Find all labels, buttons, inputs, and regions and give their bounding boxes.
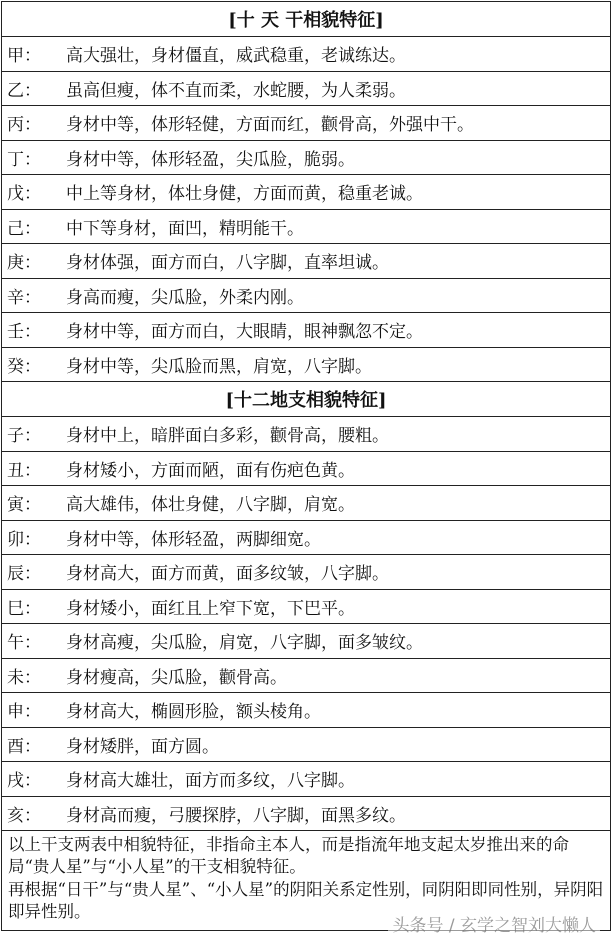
table-cell — [2, 417, 611, 452]
table-body — [2, 2, 611, 931]
table-row — [2, 244, 611, 279]
document — [1, 1, 611, 931]
table-row — [2, 209, 611, 244]
row-key: 酉： — [7, 736, 41, 757]
row-description: 身材体强，面方而白，八字脚，直率坦诚。 — [66, 253, 389, 274]
row-key: 子： — [7, 426, 41, 447]
row-key: 戌： — [7, 771, 41, 792]
row-description: 身材矮小，面红且上窄下宽，下巴平。 — [66, 598, 355, 619]
table-cell — [2, 347, 611, 382]
table-cell — [2, 658, 611, 693]
table-row — [2, 106, 611, 141]
row-description: 中下等身材，面凹，精明能干。 — [66, 218, 304, 239]
tiangan-header-row — [2, 2, 611, 37]
watermark: 头条号 / 玄学之智刘大懒人 — [388, 911, 600, 936]
row-key: 午： — [7, 633, 41, 654]
table-cell — [2, 71, 611, 106]
table-row — [2, 175, 611, 210]
tiangan-title: [十 天 干相貌特征] — [2, 2, 611, 37]
table-row — [2, 71, 611, 106]
table-cell — [2, 555, 611, 590]
row-description: 身材高大雄壮，面方而多纹，八字脚。 — [66, 771, 355, 792]
row-description: 身材矮小，方面而陋，面有伤疤色黄。 — [66, 460, 355, 481]
features-table — [1, 1, 611, 931]
table-cell — [2, 693, 611, 728]
row-description: 高大雄伟，体壮身健，八字脚，肩宽。 — [66, 495, 355, 516]
row-key: 庚： — [7, 253, 41, 274]
row-key: 甲： — [7, 46, 41, 67]
table-cell — [2, 175, 611, 210]
row-key: 亥： — [7, 805, 41, 826]
row-key: 卯： — [7, 529, 41, 550]
table-cell — [2, 589, 611, 624]
table-cell — [2, 244, 611, 279]
row-key: 丁： — [7, 149, 41, 170]
table-row — [2, 589, 611, 624]
table-cell — [2, 486, 611, 521]
row-description: 高大强壮，身材僵直，威武稳重，老诚练达。 — [66, 46, 406, 67]
table-cell — [2, 209, 611, 244]
table-row — [2, 417, 611, 452]
row-key: 己： — [7, 218, 41, 239]
table-row — [2, 658, 611, 693]
row-description: 身材高瘦，尖瓜脸，肩宽，八字脚，面多皱纹。 — [66, 633, 423, 654]
table-cell — [2, 140, 611, 175]
table-row — [2, 278, 611, 313]
dizhi-title: [十二地支相貌特征] — [2, 382, 611, 417]
row-key: 癸： — [7, 356, 41, 377]
table-row — [2, 762, 611, 797]
table-cell — [2, 37, 611, 72]
table-cell — [2, 762, 611, 797]
row-description: 身材中等，体形轻盈，尖瓜脸，脆弱。 — [66, 149, 355, 170]
row-key: 丑： — [7, 460, 41, 481]
table-cell — [2, 278, 611, 313]
row-description: 身材高大，面方而黄，面多纹皱，八字脚。 — [66, 564, 389, 585]
row-key: 巳： — [7, 598, 41, 619]
row-key: 壬： — [7, 322, 41, 343]
row-description: 虽高但瘦，体不直而柔，水蛇腰，为人柔弱。 — [66, 80, 406, 101]
row-key: 寅： — [7, 495, 41, 516]
table-row — [2, 313, 611, 348]
table-row — [2, 37, 611, 72]
table-row — [2, 624, 611, 659]
row-key: 辰： — [7, 564, 41, 585]
table-row — [2, 486, 611, 521]
row-description: 身材瘦高，尖瓜脸，颧骨高。 — [66, 667, 287, 688]
row-description: 身材中等，面方而白，大眼睛，眼神飘忽不定。 — [66, 322, 423, 343]
dizhi-header-row — [2, 382, 611, 417]
table-cell — [2, 624, 611, 659]
note-paragraph: 以上干支两表中相貌特征，非指命主本人，而是指流年地支起太岁推出来的命局“贵人星”与“小人星”的干支相貌特征。 — [8, 835, 569, 877]
table-cell — [2, 313, 611, 348]
table-cell — [2, 520, 611, 555]
note-paragraph: 再根据“日干”与“贵人星”、“小人星”的阴阳关系定性别，同阴阳即同性别，异阴阳即异性别。 — [8, 879, 604, 921]
table-cell — [2, 727, 611, 762]
table-row — [2, 347, 611, 382]
row-key: 未： — [7, 667, 41, 688]
row-key: 申： — [7, 702, 41, 723]
table-cell — [2, 451, 611, 486]
row-description: 身材高大，椭圆形脸，额头棱角。 — [66, 702, 321, 723]
row-description: 身材高而瘦，弓腰探脖，八字脚，面黑多纹。 — [66, 805, 406, 826]
table-cell — [2, 796, 611, 831]
table-row — [2, 140, 611, 175]
row-key: 丙： — [7, 115, 41, 136]
table-row — [2, 693, 611, 728]
table-cell — [2, 106, 611, 141]
table-row — [2, 451, 611, 486]
table-row — [2, 555, 611, 590]
row-key: 辛： — [7, 287, 41, 308]
row-description: 身材中上，暗胖面白多彩，颧骨高，腰粗。 — [66, 426, 389, 447]
table-row — [2, 727, 611, 762]
row-description: 身材中等，体形轻健，方面而红，颧骨高，外强中干。 — [66, 115, 474, 136]
table-row — [2, 520, 611, 555]
row-description: 身高而瘦，尖瓜脸，外柔内刚。 — [66, 287, 304, 308]
row-description: 身材中等，尖瓜脸而黑，肩宽，八字脚。 — [66, 356, 372, 377]
row-description: 中上等身材，体壮身健，方面而黄，稳重老诚。 — [66, 184, 423, 205]
row-description: 身材矮胖，面方圆。 — [66, 736, 219, 757]
row-key: 乙： — [7, 80, 41, 101]
row-description: 身材中等，体形轻盈，两脚细宽。 — [66, 529, 321, 550]
row-key: 戊： — [7, 184, 41, 205]
table-row — [2, 796, 611, 831]
